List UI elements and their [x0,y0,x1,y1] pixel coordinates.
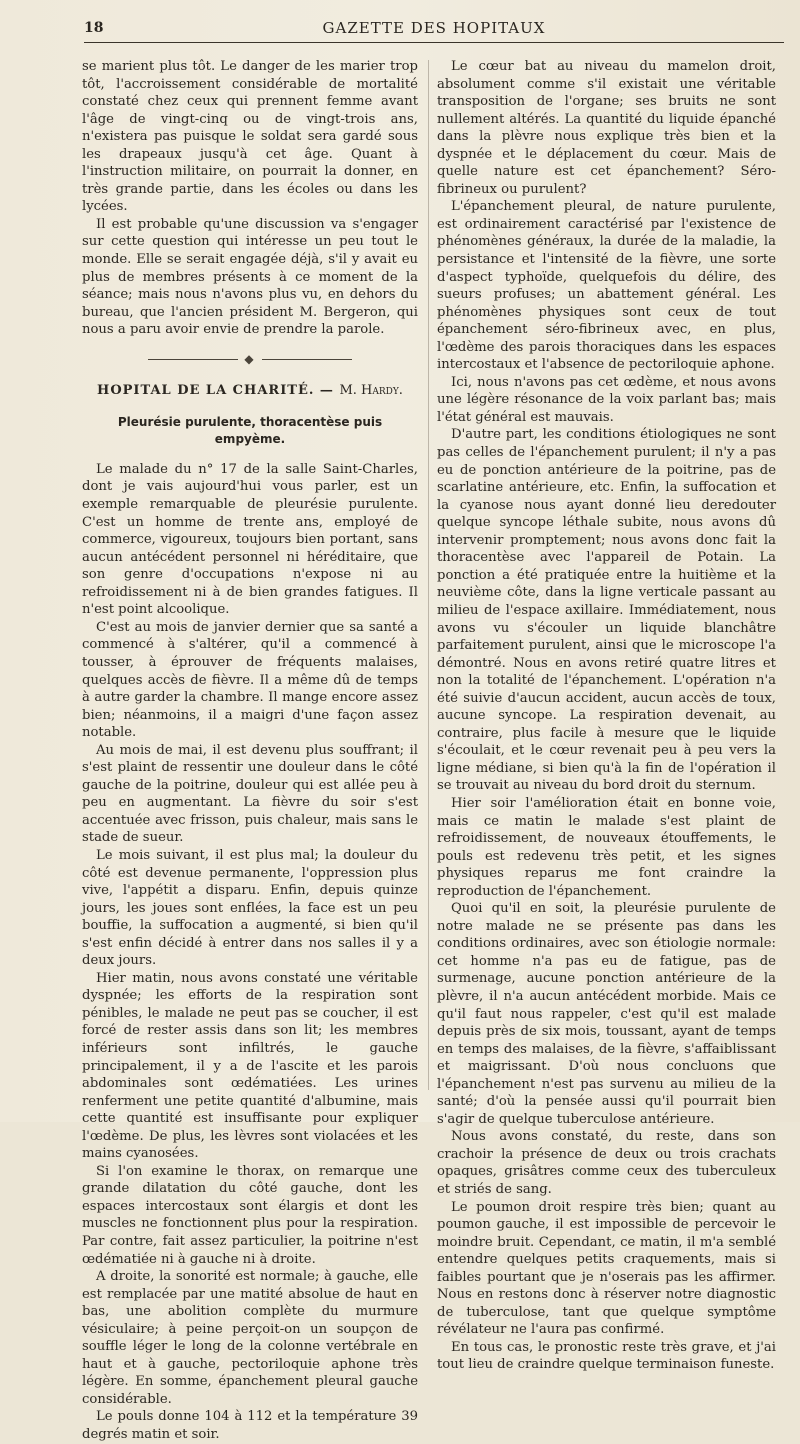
right-column [437,58,776,1374]
article-paragraph: Hier soir l'amélioration était en bonne voie, mais ce matin le malade s'est plaint de refroidissement, de nouveaux étouffements, le pouls est redevenu très petit, et les signes physiques reparus me font craindre la reproduction de l'épanchement. [437,795,776,899]
intro-paragraph: se marient plus tôt. Le danger de les marier trop tôt, l'accroissement considérable de mortalité constaté chez ceux qui prennent femme avant l'âge de vingt-cinq ou de vingt-trois ans, n'existera pas puisque le soldat sera gardé sous les drapeaux jusqu'à cet âge. Quant à l'instruction militaire, on pourrait la donner, en très grande partie, dans les écoles ou dans les lycées. [82,59,418,215]
article-paragraph: A droite, la sonorité est normale; à gauche, elle est remplacée par une matité absolue de haut en bas, une abolition complète du murmure vésiculaire; à peine perçoit-on un soupçon de souffle léger le long de la colonne vertébrale en haut et à gauche, pectoriloquie aphone très légère. En somme, épanchement pleural gauche considérable. [82,1269,418,1407]
page-number: 18 [84,20,104,36]
article-paragraph: Si l'on examine le thorax, on remarque une grande dilatation du côté gauche, dont les espaces intercostaux sont élargis et dont les muscles ne fonctionnent plus pour la respiration. Par contre, fait assez particulier, la poitrine n'est œdématiée ni à gauche ni à droite. [82,1163,418,1267]
article-paragraph: Le poumon droit respire très bien; quant au poumon gauche, il est impossible de percevoir le moindre bruit. Cependant, ce matin, il m'a semblé entendre quelques petits craquements, mais si faibles pourtant que je n'oserais pas les affirmer. Nous en restons donc à réserver notre diagnostic de tuberculose, tant que quelque symptôme révélateur ne l'aura pas confirmé. [437,1199,776,1338]
hospital-name: HOPITAL DE LA CHARITÉ. — [97,383,334,399]
article-paragraph: En tous cas, le pronostic reste très grave, et j'ai tout lieu de craindre quelque terminaison funeste. [437,1339,776,1373]
article-paragraph: C'est au mois de janvier dernier que sa santé a commencé à s'altérer, qu'il a commencé à tousser, à éprouver de fréquents malaises, quelques accès de fièvre. Il a même dû de temps à autre garder la chambre. Il mange encore assez bien; néanmoins, il a maigri d'une façon assez notable. [82,619,418,741]
article-paragraph: Au mois de mai, il est devenu plus souffrant; il s'est plaint de ressentir une douleur dans le côté gauche de la poitrine, douleur qui est allée peu à peu en augmentant. La fièvre du soir s'est accentuée avec frisson, puis chaleur, mais sans le stade de sueur. [82,742,418,846]
article-paragraph: Hier matin, nous avons constaté une véritable dyspnée; les efforts de la respiration sont pénibles, le malade ne peut pas se coucher, il est forcé de rester assis dans son lit; les membres inférieurs sont infiltrés, le gauche principalement, il y a de l'ascite et les parois abdominales sont œdématiées. Les urines renferment une petite quantité d'albumine, mais cette quantité est insuffisante pour expliquer l'œdème. De plus, les lèvres sont violacées et les mains cyanosées. [82,970,418,1162]
page-header [84,16,784,43]
article-paragraph: Quoi qu'il en soit, la pleurésie purulente de notre malade ne se présente pas dans les conditions ordinaires, avec son étiologie normale: cet homme n'a pas eu de fatigue, pas de surmenage, aucune ponction antérieure de la plèvre, il n'a aucun antécédent morbide. Mais ce qu'il faut nous rappeler, c'est qu'il est malade depuis près de six mois, toussant, ayant de temps en temps des malaises, de la fièvre, s'affaiblissant et maigrissant. D'où nous concluons que l'épanchement n'est pas survenu au milieu de la santé; d'où la pensée aussi qu'il pourrait bien s'agir de quelque tuberculose antérieure. [437,901,776,1127]
article-paragraph: Nous avons constaté, du reste, dans son crachoir la présence de deux ou trois crachats opaques, grisâtres comme ceux des tuberculeux et striés de sang. [437,1129,776,1197]
article-paragraph: Le malade du n° 17 de la salle Saint-Charles, dont je vais aujourd'hui vous parler, est un exemple remarquable de pleurésie purulente. C'est un homme de trente ans, employé de commerce, vigoureux, toujours bien portant, sans aucun antécédent personnel ni héréditaire, que son genre d'occupations n'expose ni au refroidissement ni à de bien grandes fatigues. Il n'est point alcoolique. [82,461,418,618]
section-author: M. Hardy. [339,383,403,399]
article-paragraph: Le mois suivant, il est plus mal; la douleur du côté est devenue permanente, l'oppression plus vive, l'appétit a disparu. Enfin, depuis quinze jours, les joues sont enflées, la face est un peu bouffie, la suffocation a augmenté, si bien qu'il s'est enfin décidé à entrer dans nos salles il y a deux jours. [82,847,418,969]
article-paragraph: D'autre part, les conditions étiologiques ne sont pas celles de l'épanchement purulent; il n'y a pas eu de ponction antérieure de la poitrine, pas de scarlatine antérieure, etc. Enfin, la suffocation et la cyanose nous ayant donné lieu deredouter quelque syncope léthale subite, nous avons dû intervenir promptement; nous avons donc fait la thoracentèse avec l'appareil de Potain. La ponction a été pratiquée entre la huitième et la neuvième côte, dans la ligne verticale passant au milieu de l'espace axillaire. Immédiatement, nous avons vu s'écouler un liquide blanchâtre parfaitement purulent, ainsi que le microscope l'a démontré. Nous en avons retiré quatre litres et non la totalité de l'épanchement. L'opération n'a été suivie d'aucun accident, aucun accès de toux, aucune syncope. La respiration devenait, au contraire, plus facile à mesure que le liquide s'écoulait, et le cœur revenait peu à peu vers la ligne médiane, si bien qu'à la fin de l'opération il se trouvait au niveau du bord droit du sternum. [437,427,776,794]
article-subheading: Pleurésie purulente, thoracentèse puis empyème. [117,414,383,447]
article-paragraph: Le pouls donne 104 à 112 et la température 39 degrés matin et soir. [82,1409,418,1443]
section-heading [82,382,418,400]
column-divider [428,60,429,1090]
article-paragraph: Le cœur bat au niveau du mamelon droit, absolument comme s'il existait une véritable transposition de l'organe; ses bruits ne sont nullement altérés. La quantité du liquide épanché dans la plèvre nous explique très bien et la dyspnée et le déplacement du cœur. Mais de quelle nature est cet épanchement? Séro-fibrineux ou purulent? [437,59,776,197]
article-paragraph: Ici, nous n'avons pas cet œdème, et nous avons une légère résonance de la voix parlant bas; mais l'état général est mauvais. [437,374,776,425]
intro-paragraph: Il est probable qu'une discussion va s'engager sur cette question qui intéresse un peu tout le monde. Elle se serait engagée déjà, s'il y avait eu plus de membres présents à ce moment de la séance; mais nous n'avons plus vu, en dehors du bureau, que l'ancien président M. Bergeron, qui nous a paru avoir envie de prendre la parole. [82,216,418,338]
journal-title: GAZETTE DES HOPITAUX [322,19,546,37]
section-separator: ◆ [82,351,418,369]
article-paragraph: L'épanchement pleural, de nature purulente, est ordinairement caractérisé par l'existence de phénomènes généraux, la durée de la maladie, la persistance et l'intensité de la fièvre, une sorte d'aspect typhoïde, quelquefois du délire, des sueurs profuses; un abattement général. Les phénomènes physiques sont ceux de tout épanchement séro-fibrineux avec, en plus, l'œdème des parois thoraciques dans les espaces intercostaux et l'absence de pectoriloquie aphone. [437,199,776,373]
left-column [82,58,418,1444]
